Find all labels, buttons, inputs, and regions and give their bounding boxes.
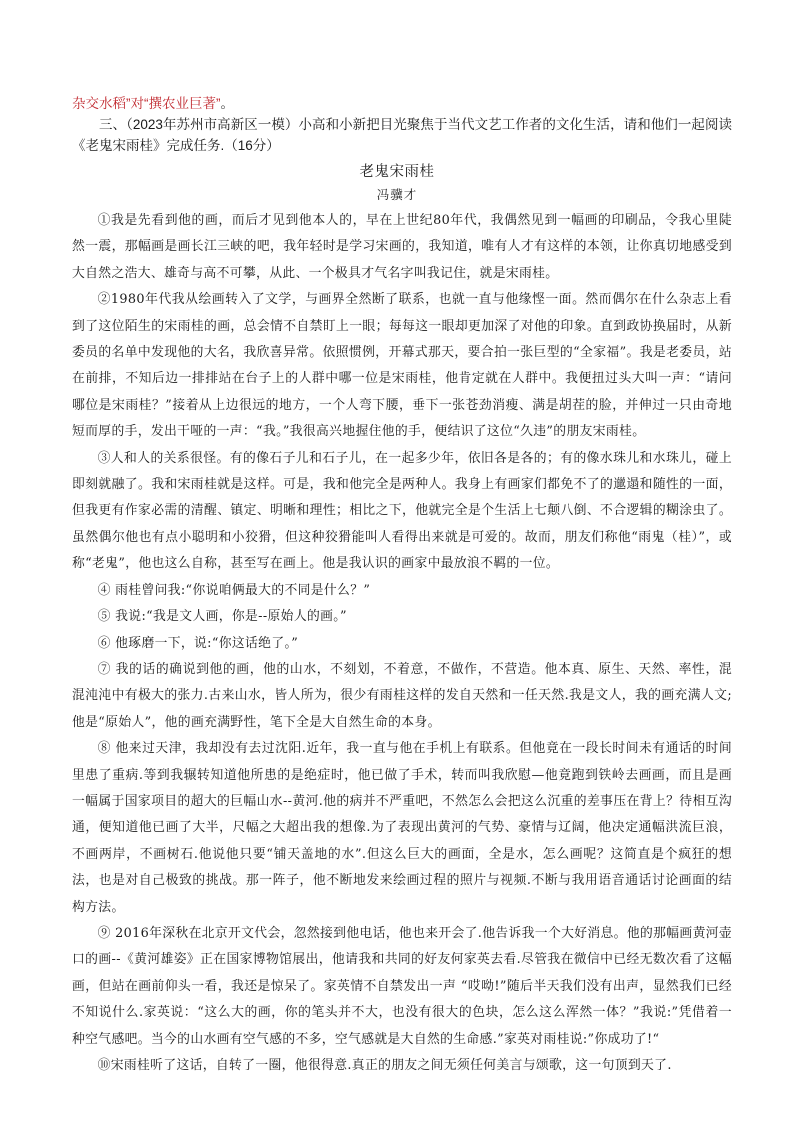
paragraph-5: ⑤ 我说:“我是文人画，你是--原始人的画。” — [97, 609, 347, 625]
article-body — [72, 208, 732, 1079]
paragraph-7: ⑦ 我的话的确说到他的画，他的山水，不刻划，不着意，不做作，不营造。他本真、原生、天然、率性，混混沌沌中有极大的张力.古来山水，皆人所为，很少有雨桂这样的发自天然和一任天然.我是文人，我的画充满人文;他是“原始人”，他的画充满野性，笔下全是大自然生命的本身。 — [72, 661, 732, 730]
paragraph-6: ⑥ 他琢磨一下，说:“你这话绝了。” — [97, 635, 299, 651]
paragraph-2: ②1980年代我从绘画转入了文学，与画界全然断了联系，也就一直与他缘悭一面。然而偶尔在什么杂志上看到了这位陌生的宋雨桂的画，总会情不自禁盯上一眼；每每这一眼却更加深了对他的印象。直到政协换届时，从新委员的名单中发现他的大名，我欣喜异常。依照惯例，开幕式那天，要合拍一张巨型的“全家福”。我是老委员，站在前排，不知后边一排排站在台子上的人群中哪一位是宋雨桂，他肯定就在人群中。我便扭过头大叫一声：“请问哪位是宋雨桂？”接着从上边很远的地方，一个人弯下腰，垂下一张苍劲消瘦、满是胡茬的脸，并伸过一只由奇地短而厚的手，发出干哑的一声：“我。”我很高兴地握住他的手，便结识了这位“久违”的朋友宋雨桂。 — [72, 292, 732, 440]
question-prompt: 三、（2023年苏州市高新区一模）小高和小新把目光聚焦于当代文艺工作者的文化生活，请和他们一起阅读《老鬼宋雨桂》完成任务.（16分） — [72, 117, 732, 153]
paragraph-10: ⑩宋雨桂听了这话，自转了一圈，他很得意.真正的朋友之间无须任何美言与颂歌，这一句顶到天了. — [97, 1058, 672, 1073]
article-title: 老鬼宋雨桂 — [359, 164, 435, 180]
paragraph-8: ⑧ 他来过天津，我却没有去过沈阳.近年，我一直与他在手机上有联系。但他竟在一段长时间未有通话的时间里患了重病.等到我辗转知道他所患的是绝症时，他已做了手术，转而叫我欣慰—他竟跑到铁岭去画画，而且是画一幅属于国家项目的超大的巨幅山水--黄河.他的病并不严重吧，不然怎么会把这么沉重的差事压在背上？待相互沟通，便知道他已画了大半，尺幅之大超出我的想像.为了表现出黄河的气势、豪情与辽阔，他决定通幅洪流巨浪，不画两岸，不画树石.他说他只要“铺天盖地的水”.但这么巨大的画面，全是水，怎么画呢？这简直是个疯狂的想法，也是对自己极致的挑战。那一阵子，他不断地发来绘画过程的照片与视频.不断与我用语音通话讨论画面的结构方法。 — [72, 741, 732, 915]
paragraph-9: ⑨ 2016年深秋在北京开文代会，忽然接到他电话，他也来开会了.他告诉我一个大好消息。他的那幅画黄河壶口的画--《黄河雄姿》正在国家博物馆展出，他请我和共同的好友何家英去看.尽管我在微信中已经无数次看了这幅画，但站在画前仰头一看，我还是惊呆了。家英情不自禁发出一声 “哎呦!”随后半天我们没有出声，显然我们已经不知说什么.家英说：“这么大的画，你的笔头并不大，也没有很大的色块，怎么这么浑然一体？”我说:”凭借着一种空气感吧。当今的山水画有空气感的不多，空气感就是大自然的生命感.”家英对雨桂说:”你成功了!“ — [72, 925, 733, 1047]
red-answer-text: 杂交水稻”对“撰农业巨著” — [72, 96, 221, 111]
article-author: 冯骥才 — [376, 187, 418, 202]
paragraph-3: ③人和人的关系很怪。有的像石子儿和石子儿，在一起多少年，依旧各是各的；有的像水珠儿和水珠儿，碰上即刻就融了。我和宋雨桂就是这样。可是，我和他完全是两种人。我身上有画家们都免不了的邋遢和随性的一面，但我更有作家必需的清醒、镇定、明晰和理性；相比之下，他就完全是个生活上七颠八倒、不合逻辑的糊涂虫了。虽然偶尔他也有点小聪明和小狡猾，但这种狡猾能叫人看得出来就是可爱的。故而，朋友们称他“雨鬼（桂）”，或称“老鬼”，他也这么自称，甚至写在画上。他是我认识的画家中最放浪不羁的一位。 — [72, 450, 732, 572]
paragraph-1: ①我是先看到他的画，而后才见到他本人的，早在上世纪80年代，我偶然见到一幅画的印刷品，令我心里陡然一震，那幅画是画长江三峡的吧，我年轻时是学习宋画的，我知道，唯有人才有这样的本领，让你真切地感受到大自然之浩大、雄奇与高不可攀，从此、一个极具才气名字叫我记住，就是宋雨桂。 — [72, 213, 732, 281]
paragraph-4: ④ 雨桂曾问我:“你说咱俩最大的不同是什么？” — [97, 582, 371, 598]
previous-answer-line — [72, 94, 732, 114]
answer-line-tail: 。 — [220, 96, 234, 111]
